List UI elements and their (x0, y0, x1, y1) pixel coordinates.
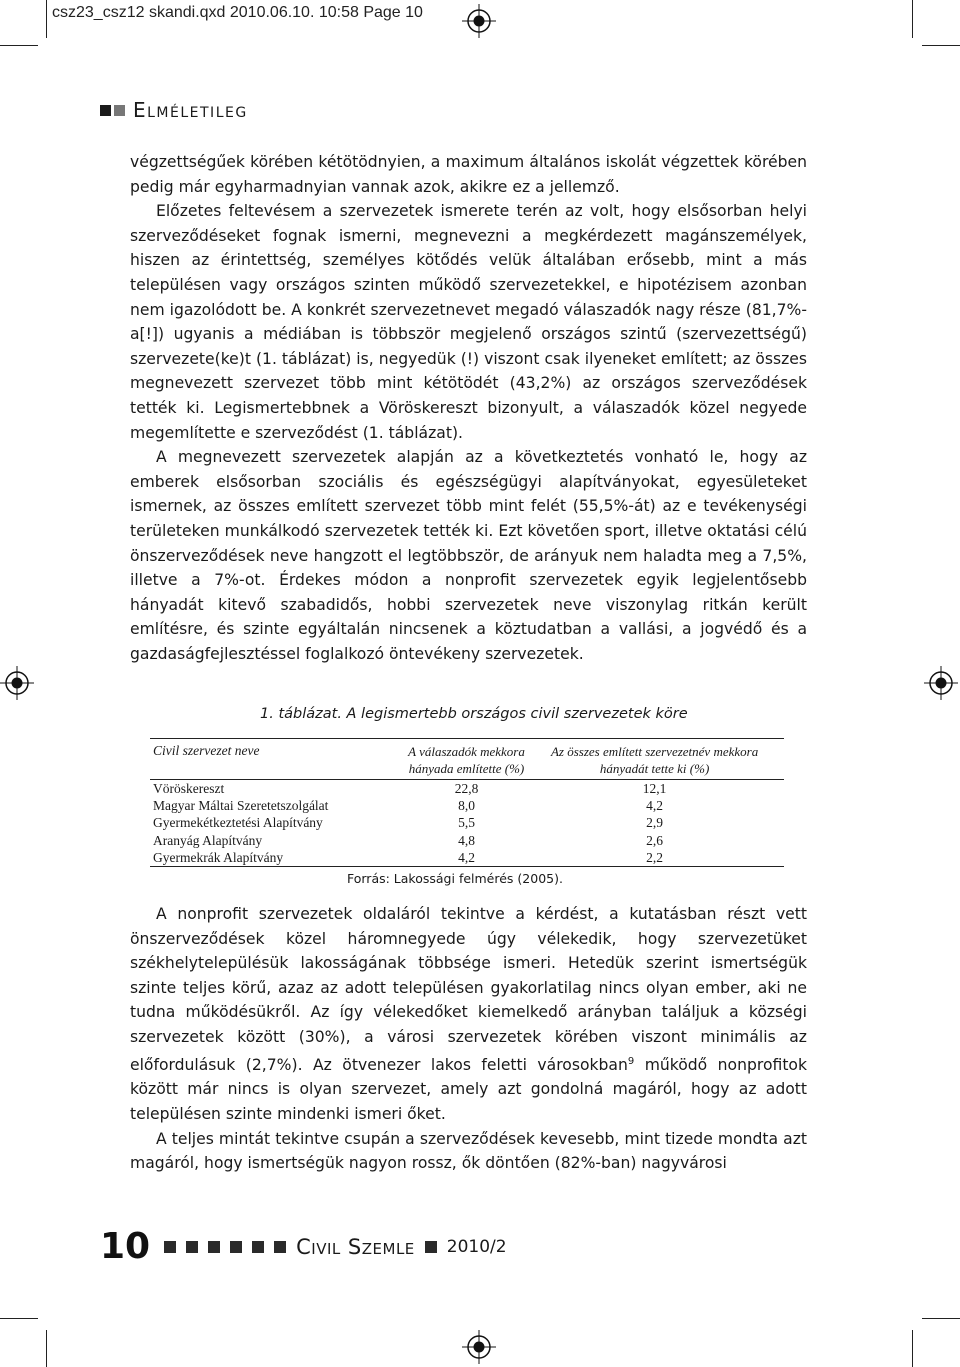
section-header (100, 98, 248, 122)
paragraph-text: A nonprofit szervezetek oldaláról tekintve a kérdést, a kutatásban részt vett önszerveződések közel háromnegyede úgy vélekedik, hogy szervezetüket székhelytelepülésük lakosságának többsége ismeri. Hetedük szerint ismertségük szinte teljes körű, azaz az adott településen gyakorlatilag nincs olyan ember, aki ne tudna működésükről. Az így vélekedőket kiemelkedő arányban találjuk a községi szervezetek között (30%), a városi szervezetek körében viszont minimális az előfordulásuk (2,7%). Az ötvenezer lakos feletti városokban (130, 905, 807, 1074)
crop-mark (0, 45, 38, 46)
body-text-bottom (130, 902, 807, 1176)
registration-mark-icon (924, 666, 958, 700)
table-cell: 2,9 (646, 815, 664, 831)
paragraph: Előzetes feltevésem a szervezetek ismerete terén az volt, hogy elsősorban helyi szerveződéseket fognak ismerni, megnevezni a megkérdezett magánszemélyek, hiszen az érintettség, személyes kötődés velük általában erősebb, mint a más településen vagy országos szinten működő szervezetekkel, e hipotézisem azonban nem igazolódott be. A konkrét szervezetnevet megadó válaszadók nagy része (81,7%-a[!]) ugyanis a médiában is többször megjelenő országos szintű (szervezettségű) szervezete(ke)t (1. táblázat) is, negyedük (!) viszont csak ilyeneket említett; az összes megnevezett szervezet több mint kétötödét (43,2%) az országos szerveződések tették ki. Legismertebbnek a Vöröskereszt bizonyult, a válaszadók közel negyede megemlítette e szerveződést (1. táblázat). (130, 202, 807, 442)
table-cell: 4,2 (458, 849, 475, 865)
table-row (150, 780, 784, 797)
page-number: 10 (100, 1226, 151, 1267)
table-caption: 1. táblázat. A legismertebb országos civil szervezetek köre (260, 706, 688, 722)
table-cell: Aranyág Alapítvány (153, 832, 263, 848)
journal-name: Civil Szemle (296, 1234, 415, 1259)
table-cell: 4,8 (458, 832, 475, 848)
square-bullet-icon (208, 1241, 220, 1253)
paragraph (130, 902, 807, 1127)
page-footer (100, 1226, 507, 1267)
paragraph: A megnevezett szervezetek alapján az a következtetés vonható le, hogy az emberek elsősorban szociális és egészségügyi alapítványokat, egyesületeket ismernek, az összes említett szervezet több mint felét (55,5%-át) az e tevékenységi területeken munkálkodó szervezetek tették ki. Ezt követően sport, illetve oktatási célú önszerveződések neve hangzott el legtöbbször, de arányuk nem haladta meg a 7,5%, illetve a 7%-ot. Érdekes módon a nonprofit szervezetek egyik legjelentősebb hányadát kitevő szabadidős, hobbi szervezetek neve viszonylag ritkán került említésre, és szinte egyáltalán nincsenek a köztudatban a vallási, a jogvédő és a gazdaságfejlesztéssel foglalkozó öntevékeny szervezetek. (130, 448, 807, 663)
table-cell: Gyermekétkeztetési Alapítvány (153, 815, 323, 831)
registration-mark-icon (0, 666, 34, 700)
square-bullet-icon (186, 1241, 198, 1253)
table-row (150, 849, 784, 866)
square-bullet-icon (252, 1241, 264, 1253)
table-cell: 5,5 (458, 815, 475, 831)
paragraph: végzettségűek körében kétötödnyien, a maximum általános iskolát végzettek körében pedig már egyharmadnyian vannak azok, akikre ez a jellemző. (130, 153, 807, 196)
table-cell: Magyar Máltai Szeretetszolgálat (153, 797, 329, 813)
table-row (150, 797, 784, 814)
square-bullet-icon (164, 1241, 176, 1253)
crop-mark (46, 0, 47, 38)
table-cell: 2,6 (646, 832, 664, 848)
table-header-cell: A válaszadók mekkora hányada említette (%) (408, 744, 525, 776)
crop-mark (46, 1330, 47, 1367)
table-source: Forrás: Lakossági felmérés (2005). (347, 871, 563, 886)
footnote-mark[interactable]: 9 (627, 1055, 635, 1067)
table-row (150, 832, 784, 849)
paragraph-text: működő nonprofitok között már nincs is olyan szervezet, amely azt gondolná magáról, hogy az adott településen szinte mindenki ismeri őket. (130, 1055, 808, 1123)
table-header-cell: Civil szervezet neve (153, 743, 260, 758)
square-bullet-icon (274, 1241, 286, 1253)
table-cell: 22,8 (454, 780, 479, 796)
paragraph: A teljes mintát tekintve csupán a szerveződések kevesebb, mint tizede mondta azt magáról, hogy ismertségük nagyon rossz, ők döntően (82%-ban) nagyvárosi (130, 1129, 807, 1173)
table-row (150, 815, 784, 832)
crop-mark (0, 1318, 38, 1319)
square-bullet-icon (425, 1241, 437, 1253)
table-cell: Gyermekrák Alapítvány (153, 849, 284, 865)
registration-mark-icon (462, 4, 496, 38)
print-slug: csz23_csz12 skandi.qxd 2010.06.10. 10:58 Page 10 (52, 4, 423, 21)
crop-mark (922, 45, 960, 46)
square-bullet-icon (100, 105, 111, 116)
data-table (150, 738, 784, 867)
square-bullet-icon (230, 1241, 242, 1253)
section-title: Elméletileg (133, 98, 248, 122)
crop-mark (922, 1318, 960, 1319)
registration-mark-icon (462, 1330, 496, 1364)
table-header-row (150, 739, 784, 780)
table-cell: 2,2 (646, 849, 664, 865)
table-cell: 12,1 (642, 780, 667, 796)
issue-number: 2010/2 (446, 1236, 507, 1257)
table-header-cell: Az összes említett szervezetnév mekkora hányadát tette ki (%) (550, 744, 759, 776)
crop-mark (912, 0, 913, 38)
body-text-top (130, 150, 807, 666)
square-bullet-icon (114, 105, 125, 116)
table-cell: 8,0 (458, 797, 475, 813)
table-cell: 4,2 (646, 797, 664, 813)
crop-mark (912, 1330, 913, 1367)
table-cell: Vöröskereszt (153, 780, 225, 796)
